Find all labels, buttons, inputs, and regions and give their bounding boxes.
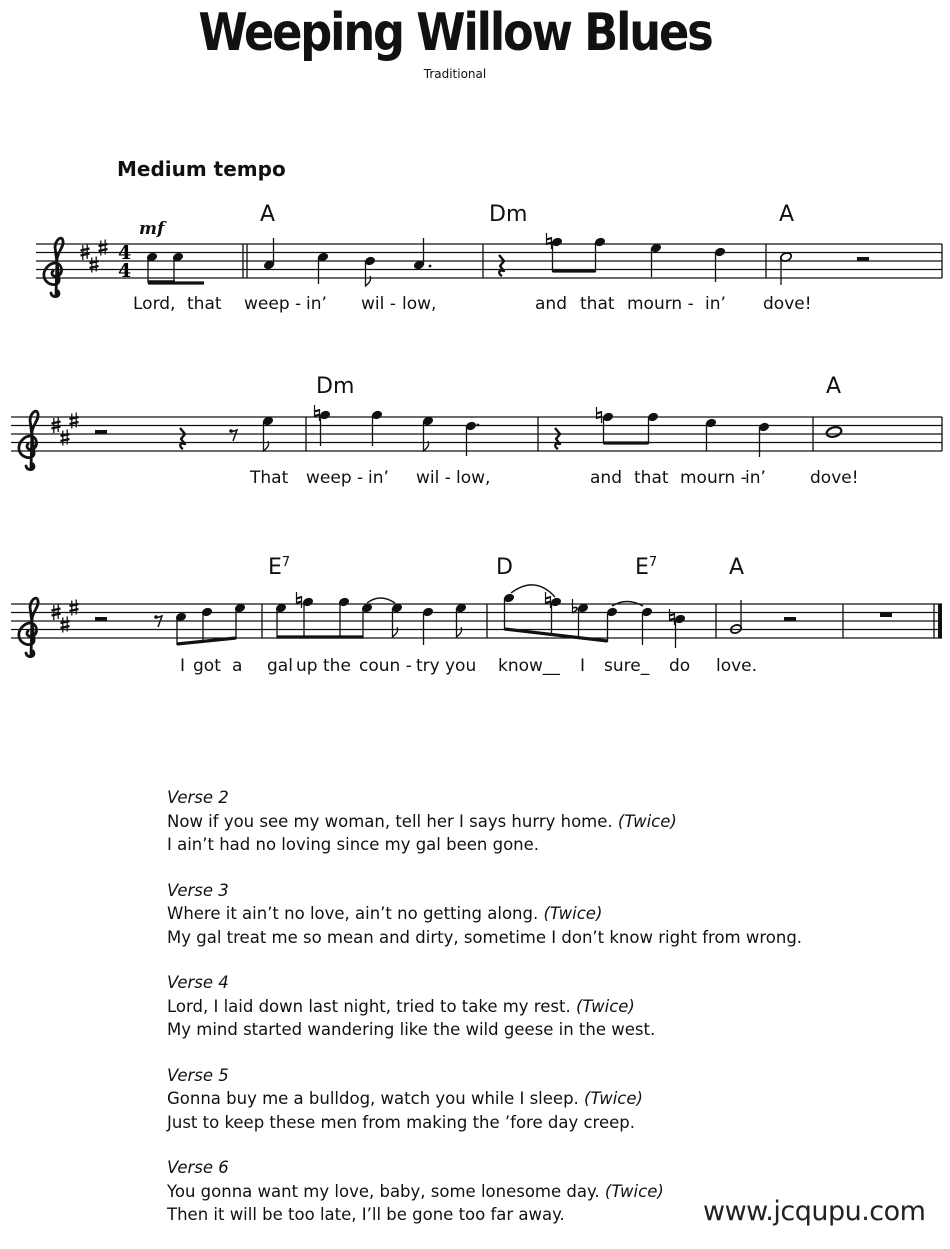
treble-clef-icon [19,598,38,657]
repeat-note: (Twice) [617,811,677,831]
verse-line: I ain’t had no loving since my gal been gone. [167,835,540,854]
staff-system-3 [11,555,942,676]
site-watermark: www.jcqupu.com [703,1196,926,1227]
chord-symbol: Dm [489,202,528,227]
lyric-line-2: That weep - in’ wil - low, and that mourn - in’ dove! [250,468,859,488]
treble-clef-icon [19,411,38,470]
whole-note [826,426,843,439]
repeat-note: (Twice) [584,1089,643,1108]
verse-label: Verse 4 [167,973,229,992]
verse-3 [167,879,887,950]
time-sig-top: 4 [118,242,132,264]
verse-label: Verse 6 [167,1158,229,1177]
chord-symbol: A [729,555,745,580]
verse-5 [167,1064,887,1135]
verse-line: Then it will be too late, I’ll be gone too far away. [167,1205,565,1224]
slur [511,585,555,597]
chord-symbol: $E^7$ [268,555,291,580]
repeat-note: (Twice) [604,1181,664,1201]
verse-line: Gonna buy me a bulldog, watch you while I sleep. (Twice) [167,1089,643,1108]
lyric-line-1: Lord, that weep - in’ wil - low, and that mourn - in’ dove! [133,294,812,314]
staff-system-2 [11,374,942,488]
time-sig-bottom: 4 [118,260,132,282]
tie [367,598,395,603]
chord-symbol: D [496,555,513,580]
staff-system-1 [36,202,942,314]
verse-line: You gonna want my love, baby, some lonesome day. (Twice) [167,1181,664,1201]
whole-rest-icon [880,613,892,618]
chord-symbol: A [260,202,276,227]
verse-label: Verse 3 [167,880,229,900]
composer-credit: Traditional [423,67,487,81]
verse-4 [167,971,887,1042]
lyric-line-3: I got a gal up the coun - try you know__ I sure_ do love. [180,656,758,676]
repeat-note: (Twice) [543,904,603,923]
verse-line: My mind started wandering like the wild geese in the west. [167,1020,656,1039]
dynamic-mf: mf [139,219,165,239]
final-barline [938,604,942,638]
chord-symbol: Dm [316,374,355,399]
half-rest-icon [857,257,869,261]
verse-label: Verse 5 [167,1065,229,1085]
chord-symbol: A [826,374,842,399]
verse-line: Where it ain’t no love, ain’t no getting along. (Twice) [167,904,603,923]
song-title: Weeping Willow Blues [198,3,712,63]
chord-symbol: A [779,202,795,227]
repeat-note: (Twice) [575,996,635,1016]
verse-line: My gal treat me so mean and dirty, sometime I don’t know right from wrong. [167,927,803,947]
tempo-marking: Medium tempo [117,157,286,181]
verse-label: Verse 2 [167,788,229,807]
additional-verses [167,786,887,1249]
chord-symbol: $E^7$ [635,555,658,580]
verse-2 [167,786,887,857]
verse-line: Just to keep these men from making the ’fore day creep. [167,1112,635,1132]
half-rest-icon [95,430,107,434]
half-rest-icon [95,617,107,621]
half-rest-icon [784,617,796,621]
treble-clef-icon [44,238,63,297]
verse-line: Now if you see my woman, tell her I says hurry home. (Twice) [167,811,677,831]
verse-line: Lord, I laid down last night, tried to take my rest. (Twice) [167,996,635,1016]
